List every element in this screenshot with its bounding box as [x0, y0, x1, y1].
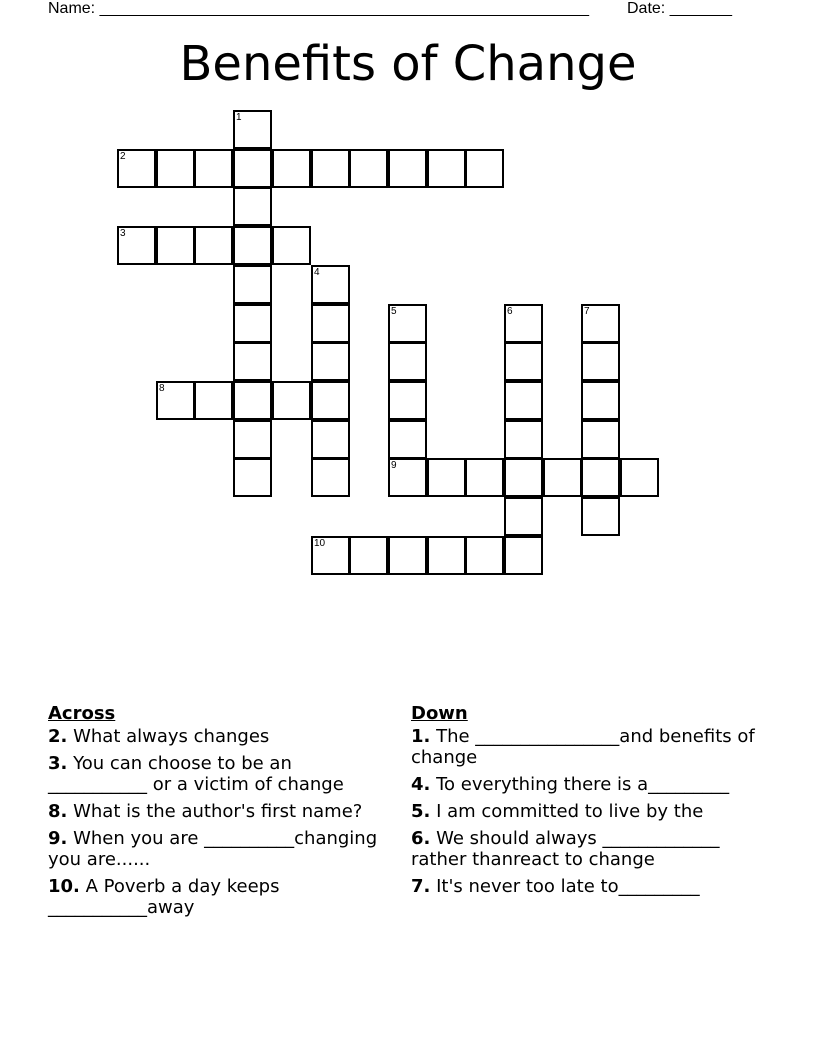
clue-number: 6. — [411, 828, 431, 849]
clue-number: 4. — [411, 774, 431, 795]
grid-cell[interactable] — [156, 226, 195, 265]
grid-cell[interactable] — [581, 381, 620, 420]
down-clue — [411, 774, 766, 795]
clue-text: The ________________and benefits of change — [411, 726, 755, 768]
grid-cell[interactable] — [349, 536, 388, 575]
clue-number: 2 — [120, 151, 126, 162]
page-title: Benefits of Change — [179, 36, 637, 92]
clue-number: 2. — [48, 726, 68, 747]
grid-cell[interactable] — [117, 149, 156, 188]
grid-cell[interactable] — [581, 458, 620, 497]
grid-cell[interactable] — [388, 381, 427, 420]
grid-cell[interactable] — [581, 497, 620, 536]
across-heading: Across — [48, 703, 116, 724]
grid-cell[interactable] — [233, 304, 272, 343]
clue-number: 7 — [584, 306, 590, 317]
clue-number: 1 — [236, 112, 242, 123]
across-clue-list — [48, 726, 393, 918]
grid-cell[interactable] — [620, 458, 659, 497]
grid-cell[interactable] — [156, 149, 195, 188]
grid-cell[interactable] — [504, 381, 543, 420]
grid-cell[interactable] — [504, 420, 543, 459]
across-clue — [48, 801, 393, 822]
down-clue — [411, 876, 766, 897]
grid-cell[interactable] — [311, 265, 350, 304]
grid-cell[interactable] — [581, 304, 620, 343]
clue-number: 1. — [411, 726, 431, 747]
clue-number: 3. — [48, 753, 68, 774]
clue-number: 5. — [411, 801, 431, 822]
grid-cell[interactable] — [194, 226, 233, 265]
grid-cell[interactable] — [465, 149, 504, 188]
grid-cell[interactable] — [311, 458, 350, 497]
grid-cell[interactable] — [465, 458, 504, 497]
grid-cell[interactable] — [311, 149, 350, 188]
grid-cell[interactable] — [504, 342, 543, 381]
clue-number: 4 — [314, 267, 320, 278]
grid-cell[interactable] — [233, 381, 272, 420]
grid-cell[interactable] — [581, 420, 620, 459]
grid-cell[interactable] — [311, 304, 350, 343]
across-clue — [48, 753, 393, 795]
clue-text: We should always _____________ rather thanreact to change — [411, 828, 720, 870]
grid-cell[interactable] — [233, 265, 272, 304]
clue-text: What is the author's first name? — [67, 801, 363, 822]
grid-cell[interactable] — [388, 304, 427, 343]
down-heading: Down — [411, 703, 468, 724]
clue-number: 8 — [159, 383, 165, 394]
date-field: Date: _______ — [627, 0, 732, 17]
across-clues — [48, 702, 393, 924]
grid-cell[interactable] — [233, 110, 272, 149]
grid-cell[interactable] — [272, 381, 311, 420]
grid-cell[interactable] — [388, 458, 427, 497]
grid-cell[interactable] — [311, 342, 350, 381]
grid-cell[interactable] — [504, 536, 543, 575]
down-clue-list — [411, 726, 766, 897]
down-clue — [411, 726, 766, 768]
down-clue — [411, 801, 766, 822]
clue-text: What always changes — [67, 726, 270, 747]
grid-cell[interactable] — [156, 381, 195, 420]
clue-number: 10 — [314, 538, 326, 549]
name-field: Name: _______________________________________________________ — [48, 0, 589, 17]
grid-cell[interactable] — [504, 304, 543, 343]
clue-text: To everything there is a_________ — [430, 774, 730, 795]
grid-cell[interactable] — [272, 149, 311, 188]
grid-cell[interactable] — [311, 420, 350, 459]
grid-cell[interactable] — [504, 497, 543, 536]
clue-text: I am committed to live by the — [430, 801, 704, 822]
clue-number: 8. — [48, 801, 68, 822]
grid-cell[interactable] — [233, 342, 272, 381]
clue-text: You can choose to be an ___________ or a victim of change — [48, 753, 344, 795]
across-clue — [48, 828, 393, 870]
grid-cell[interactable] — [194, 381, 233, 420]
clue-text: A Poverb a day keeps ___________away — [48, 876, 280, 918]
clue-number: 3 — [120, 228, 126, 239]
grid-cell[interactable] — [581, 342, 620, 381]
clue-number: 9. — [48, 828, 68, 849]
clue-text: When you are __________changing you are...... — [48, 828, 378, 870]
grid-cell[interactable] — [388, 420, 427, 459]
grid-cell[interactable] — [233, 226, 272, 265]
grid-cell[interactable] — [465, 536, 504, 575]
grid-cell[interactable] — [233, 420, 272, 459]
grid-cell[interactable] — [117, 226, 156, 265]
grid-cell[interactable] — [233, 149, 272, 188]
down-clue — [411, 828, 766, 870]
grid-cell[interactable] — [388, 149, 427, 188]
grid-cell[interactable] — [388, 536, 427, 575]
down-clues — [411, 702, 766, 903]
grid-cell[interactable] — [233, 187, 272, 226]
grid-cell[interactable] — [272, 226, 311, 265]
grid-cell[interactable] — [543, 458, 582, 497]
clue-number: 10. — [48, 876, 80, 897]
grid-cell[interactable] — [504, 458, 543, 497]
grid-cell[interactable] — [388, 342, 427, 381]
grid-cell[interactable] — [427, 536, 466, 575]
clue-number: 6 — [507, 306, 513, 317]
clue-text: It's never too late to_________ — [430, 876, 700, 897]
grid-cell[interactable] — [427, 149, 466, 188]
grid-cell[interactable] — [311, 536, 350, 575]
clue-number: 5 — [391, 306, 397, 317]
across-clue — [48, 726, 393, 747]
across-clue — [48, 876, 393, 918]
clue-number: 7. — [411, 876, 431, 897]
grid-cell[interactable] — [311, 381, 350, 420]
clue-number: 9 — [391, 460, 397, 471]
grid-cell[interactable] — [233, 458, 272, 497]
grid-cell[interactable] — [427, 458, 466, 497]
grid-cell[interactable] — [194, 149, 233, 188]
grid-cell[interactable] — [349, 149, 388, 188]
